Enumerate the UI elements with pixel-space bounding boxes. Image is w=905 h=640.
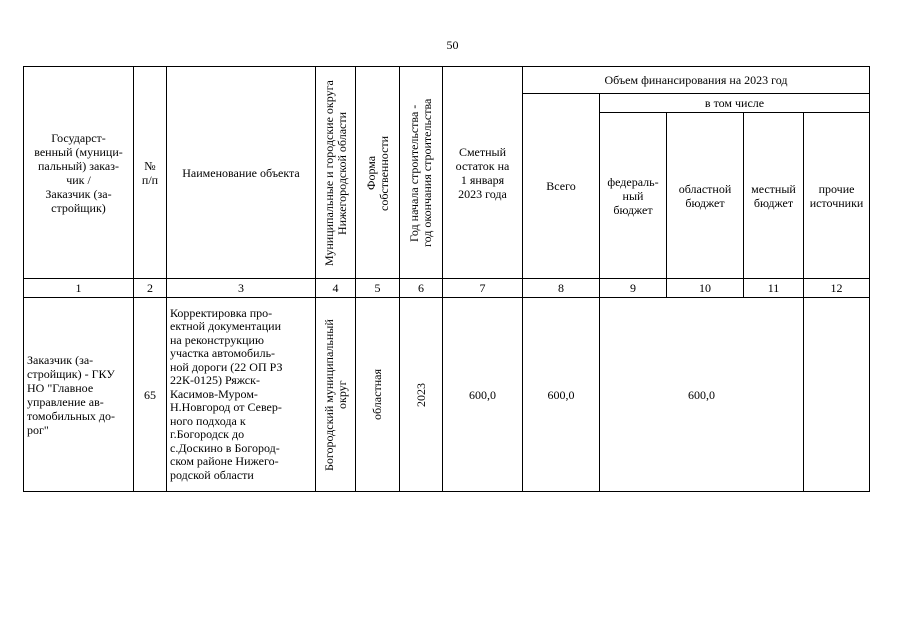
- column-number: 11: [744, 279, 804, 298]
- table-row: [24, 298, 870, 492]
- column-number: 9: [600, 279, 667, 298]
- header-other: прочие источники: [804, 113, 870, 279]
- header-local: местный бюджет: [744, 113, 804, 279]
- column-number: 12: [804, 279, 870, 298]
- header-including: в том числе: [600, 94, 870, 113]
- cell-estimate-balance: 600,0: [443, 298, 523, 492]
- column-number: 3: [167, 279, 316, 298]
- header-total: Всего: [523, 94, 600, 279]
- header-municipality: Муниципальные и городские округа Нижегородской области: [316, 67, 356, 279]
- cell-num: 65: [134, 298, 167, 492]
- header-num: № п/п: [134, 67, 167, 279]
- column-number: 7: [443, 279, 523, 298]
- column-number: 1: [24, 279, 134, 298]
- column-number: 8: [523, 279, 600, 298]
- cell-customer: Заказчик (за- стройщик) - ГКУ НО "Главное управление ав- томобильных до- рог": [24, 298, 134, 492]
- cell-ownership: областная: [356, 298, 400, 492]
- header-object-name: Наименование объекта: [167, 67, 316, 279]
- cell-years: 2023: [400, 298, 443, 492]
- cell-total: 600,0: [523, 298, 600, 492]
- header-customer: Государст- венный (муници- пальный) заказ- чик / Заказчик (за- стройщик): [24, 67, 134, 279]
- header-regional: областной бюджет: [667, 113, 744, 279]
- column-number: 2: [134, 279, 167, 298]
- header-federal: федераль- ный бюджет: [600, 113, 667, 279]
- header-years: Год начала строительства - год окончания строительства: [400, 67, 443, 279]
- header-ownership: Форма собственности: [356, 67, 400, 279]
- column-number: 4: [316, 279, 356, 298]
- cell-municipality: Богородский муниципальный округ: [316, 298, 356, 492]
- financing-table: [23, 66, 870, 492]
- header-financing: Объем финансирования на 2023 год: [523, 67, 870, 94]
- cell-object-name: Корректировка про- ектной документации на реконструкцию участка автомобиль- ной дороги (22 ОП РЗ 22К-0125) Ряжск- Касимов-Муром- Н.Новгород от Север- ного подхода к г.Богородск до с.Доскино в Богород- ском районе Нижего- родской области: [167, 298, 316, 492]
- cell-other: [804, 298, 870, 492]
- cell-regional: 600,0: [600, 298, 804, 492]
- column-number: 6: [400, 279, 443, 298]
- column-number: 10: [667, 279, 744, 298]
- page-number: 50: [446, 38, 459, 52]
- column-numbers-row: [24, 279, 870, 298]
- column-number: 5: [356, 279, 400, 298]
- header-estimate-balance: Сметный остаток на 1 января 2023 года: [443, 67, 523, 279]
